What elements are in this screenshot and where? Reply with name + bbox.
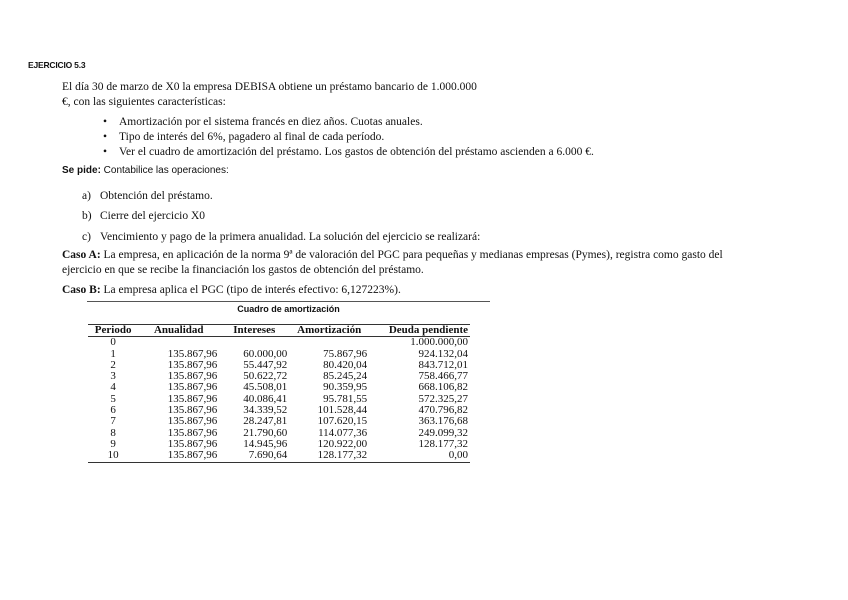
- table-cell: 55.447,92: [243, 358, 288, 371]
- table-cell: [138, 337, 219, 349]
- table-cell: 107.620,15: [317, 415, 368, 428]
- table-cell: 120.922,00: [317, 437, 368, 450]
- table-cell: 85.245,24: [323, 370, 368, 383]
- col-header: Deuda pendiente: [388, 324, 468, 336]
- table-cell: 135.867,96: [167, 381, 218, 394]
- table-cell: 924.132,04: [418, 347, 468, 360]
- table-cell: 128.177,32: [317, 449, 368, 462]
- table-cell: 80.420,04: [323, 358, 368, 371]
- bullet-icon: •: [103, 131, 108, 143]
- table-cell: 60.000,00: [243, 347, 288, 360]
- col-header: Amortización: [297, 324, 362, 336]
- table-cell: 0: [110, 336, 116, 349]
- table-cell: 6: [110, 404, 116, 417]
- task-marker: a): [82, 190, 91, 202]
- caso-a-line-1: [62, 249, 723, 261]
- table-cell: 135.867,96: [167, 404, 218, 417]
- table-cell: 128.177,32: [418, 437, 468, 450]
- table-cell: 572.325,27: [418, 392, 468, 405]
- caso-b: [62, 284, 401, 296]
- table-cell: 50.622,72: [243, 370, 288, 383]
- table-cell: 843.712,01: [418, 358, 468, 371]
- table-cell: 249.099,32: [418, 426, 468, 439]
- table-cell: 114.077,36: [318, 426, 368, 439]
- table-cell: 135.867,96: [167, 392, 218, 405]
- caso-a-text: La empresa, en aplicación de la norma 9ª de valoración del PGC para pequeñas y medianas empresas (Pymes), registra como gasto del: [100, 249, 723, 261]
- table-cell: 1: [110, 347, 116, 360]
- table-row: [88, 450, 470, 462]
- intro-line-2: €, con las siguientes características:: [62, 96, 226, 108]
- amortization-table: [88, 324, 470, 463]
- table-cell: 2: [110, 358, 116, 371]
- table-cell: [289, 337, 369, 349]
- col-header: Periodo: [94, 324, 132, 336]
- table-cell: 5: [110, 392, 116, 405]
- table-cell: 28.247,81: [243, 415, 288, 428]
- table-cell: 758.466,77: [418, 370, 468, 383]
- table-cell: 363.176,68: [418, 415, 468, 428]
- table-cell: 135.867,96: [167, 437, 218, 450]
- col-header: Intereses: [233, 324, 276, 336]
- bullet-icon: •: [103, 146, 108, 158]
- bullet-item: Tipo de interés del 6%, pagadero al final de cada período.: [119, 131, 385, 143]
- table-cell: 668.106,82: [418, 381, 468, 394]
- table-cell: 135.867,96: [167, 449, 218, 462]
- task-marker: c): [82, 231, 91, 243]
- caso-b-text: La empresa aplica el PGC (tipo de interés efectivo: 6,127223%).: [100, 284, 401, 296]
- table-cell: 135.867,96: [167, 347, 218, 360]
- table-cell: 1.000.000,00: [410, 336, 468, 349]
- table-cell: 90.359,95: [323, 381, 368, 394]
- table-cell: 14.945,96: [243, 437, 288, 450]
- caso-b-label: Caso B:: [62, 284, 101, 296]
- table-cell: 101.528,44: [317, 404, 368, 417]
- table-cell: 135.867,96: [167, 415, 218, 428]
- exercise-heading: EJERCICIO 5.3: [28, 60, 86, 70]
- se-pide: [62, 165, 229, 176]
- table-cell: 7.690,64: [248, 449, 288, 462]
- table-cell: 470.796,82: [418, 404, 468, 417]
- table-cell: 135.867,96: [167, 426, 218, 439]
- table-row: [88, 416, 470, 427]
- table-row: [88, 337, 470, 349]
- table-cell: 8: [110, 426, 116, 439]
- bullet-icon: •: [103, 116, 108, 128]
- table-cell: 135.867,96: [167, 370, 218, 383]
- bullet-item: Amortización por el sistema francés en diez años. Cuotas anuales.: [119, 116, 423, 128]
- table-title: Cuadro de amortización: [237, 304, 340, 314]
- table-cell: 40.086,41: [243, 392, 288, 405]
- table-cell: 135.867,96: [167, 358, 218, 371]
- table-cell: 21.790,60: [243, 426, 288, 439]
- table-cell: 9: [110, 437, 116, 450]
- table-cell: 95.781,55: [323, 392, 368, 405]
- task-text: Cierre del ejercicio X0: [100, 210, 206, 222]
- table-cell: 75.867,96: [323, 347, 368, 360]
- table-cell: 10: [107, 449, 119, 462]
- col-header: Anualidad: [153, 324, 204, 336]
- caso-a-line-2: ejercicio en que se recibe la financiación los gastos de obtención del préstamo.: [62, 264, 424, 276]
- task-text: Vencimiento y pago de la primera anualidad. La solución del ejercicio se realizará:: [100, 231, 481, 243]
- table-cell: 7: [110, 415, 116, 428]
- caso-a-label: Caso A:: [62, 249, 101, 261]
- table-cell: 3: [110, 370, 116, 383]
- task-text: Obtención del préstamo.: [100, 190, 213, 202]
- se-pide-text: Contabilice las operaciones:: [100, 165, 229, 176]
- table-header-row: [88, 325, 470, 337]
- table-cell: 0,00: [448, 449, 468, 462]
- table-cell: [219, 337, 289, 349]
- table-cell: 34.339,52: [243, 404, 288, 417]
- intro-line-1: El día 30 de marzo de X0 la empresa DEBISA obtiene un préstamo bancario de 1.000.000: [62, 81, 477, 93]
- se-pide-label: Se pide:: [62, 165, 101, 176]
- table-top-rule: [87, 301, 490, 302]
- table-cell: 4: [110, 381, 116, 394]
- task-marker: b): [82, 210, 92, 222]
- table-cell: 45.508,01: [243, 381, 288, 394]
- bullet-item: Ver el cuadro de amortización del préstamo. Los gastos de obtención del préstamo ascienden a 6.000 €.: [119, 146, 594, 158]
